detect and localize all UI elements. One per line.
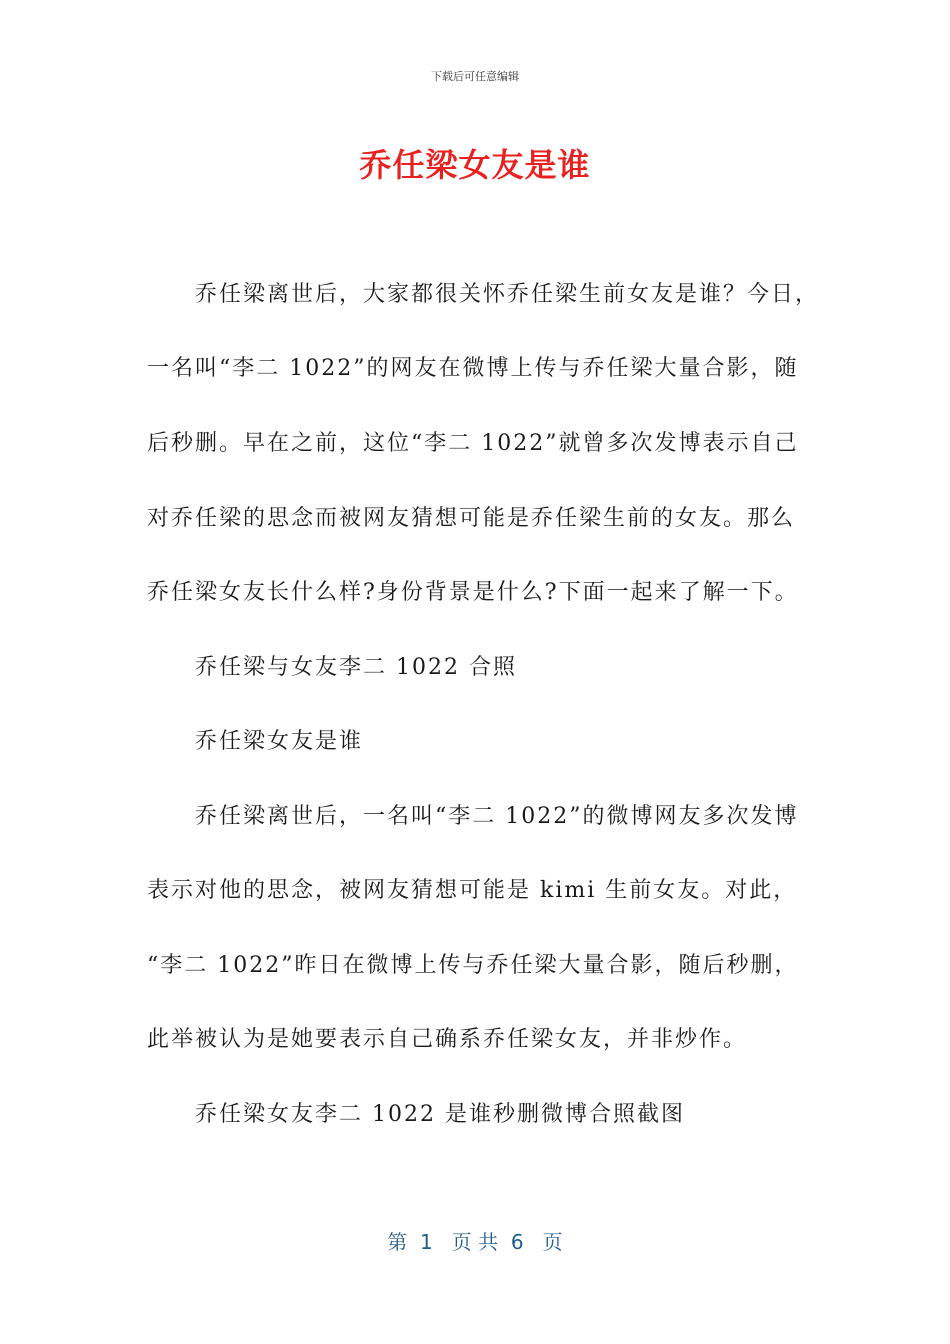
paragraph-line: 此举被认为是她要表示自己确系乔任梁女友，并非炒作。	[147, 1027, 748, 1052]
subheading-line: 乔任梁女友是谁	[195, 729, 364, 754]
page-footer-pagination: 第 1 页 共 6 页	[387, 1230, 563, 1254]
page-header-note: 下载后可任意编辑	[431, 70, 519, 83]
paragraph-line: 表示对他的思念，被网友猜想可能是 kimi 生前女友。对此，	[147, 878, 798, 903]
document-title: 乔任梁女友是谁	[359, 146, 591, 184]
paragraph-line: 后秒删。早在之前，这位“李二 1022”就曾多次发博表示自己	[147, 431, 799, 456]
paragraph-line: “李二 1022”昨日在微博上传与乔任梁大量合影，随后秒删，	[147, 953, 799, 978]
paragraph-line: 乔任梁女友长什么样?身份背景是什么?下面一起来了解一下。	[147, 580, 799, 605]
paragraph-line: 乔任梁离世后，大家都很关怀乔任梁生前女友是谁？今日，	[195, 282, 820, 307]
paragraph-line: 对乔任梁的思念而被网友猜想可能是乔任梁生前的女友。那么	[147, 506, 796, 531]
caption-line: 乔任梁女友李二 1022 是谁秒删微博合照截图	[195, 1102, 685, 1127]
paragraph-line: 乔任梁离世后，一名叫“李二 1022”的微博网友多次发博	[195, 804, 799, 829]
paragraph-line: 一名叫“李二 1022”的网友在微博上传与乔任梁大量合影，随	[147, 356, 799, 381]
caption-line: 乔任梁与女友李二 1022 合照	[195, 655, 517, 680]
